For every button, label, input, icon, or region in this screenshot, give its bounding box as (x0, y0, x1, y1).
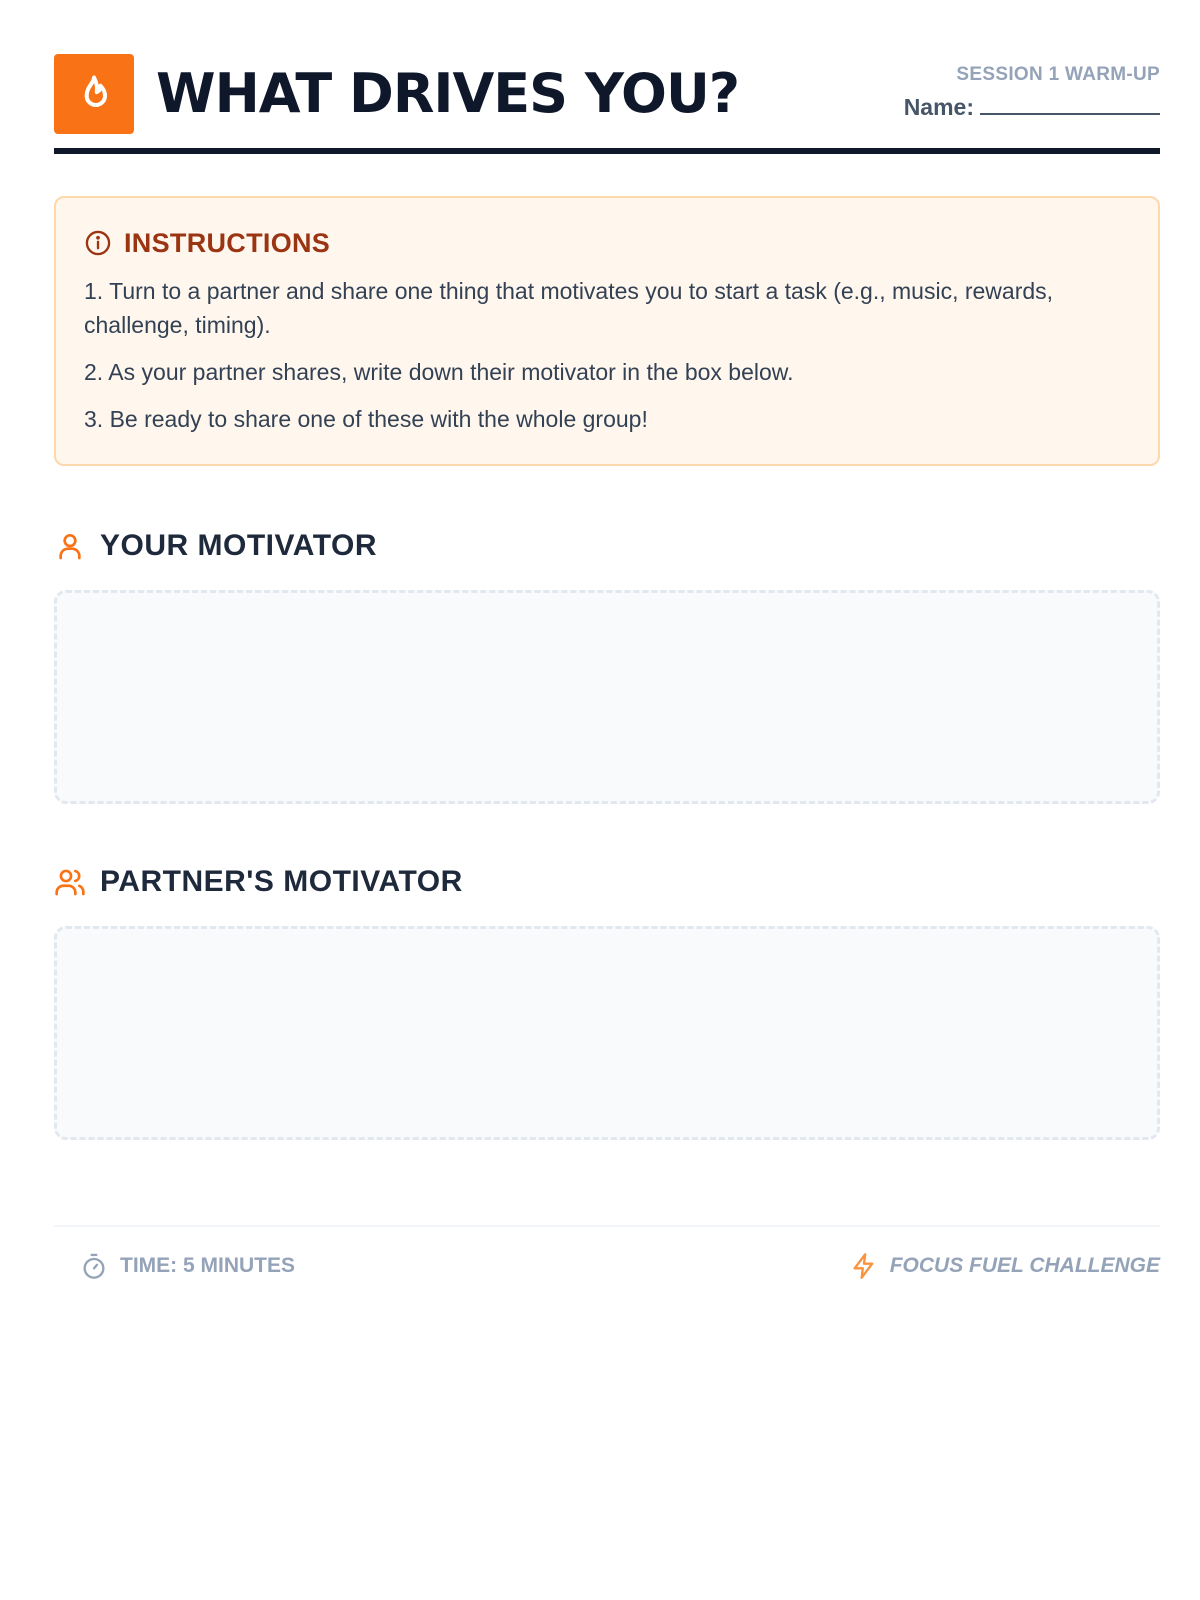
instruction-item: 3. Be ready to share one of these with the whole group! (84, 406, 648, 432)
partner-motivator-title: PARTNER'S MOTIVATOR (100, 865, 463, 898)
info-icon (84, 229, 112, 257)
header (54, 54, 1160, 134)
name-blank-line[interactable] (980, 95, 1160, 115)
partner-motivator-heading (54, 862, 463, 902)
timer-icon (80, 1252, 108, 1280)
instruction-item: 1. Turn to a partner and share one thing that motivates you to start a task (e.g., music, rewards, challenge, timing). (84, 278, 1054, 338)
footer-time (80, 1252, 295, 1280)
footer-challenge (850, 1252, 1160, 1280)
logo (54, 54, 134, 134)
footer-divider (54, 1225, 1160, 1227)
your-motivator-title: YOUR MOTIVATOR (100, 529, 377, 562)
user-icon (54, 530, 86, 562)
users-icon (54, 866, 86, 898)
lightning-icon (850, 1252, 878, 1280)
your-motivator-heading (54, 526, 377, 566)
instructions-panel (54, 196, 1160, 466)
name-field[interactable] (904, 94, 1160, 121)
instructions-header (84, 226, 1130, 260)
instructions-title: INSTRUCTIONS (124, 227, 331, 258)
instructions-list (84, 274, 1130, 436)
name-label: Name: (903, 94, 974, 120)
your-motivator-box[interactable] (54, 590, 1160, 804)
instruction-item: 2. As your partner shares, write down their motivator in the box below. (84, 359, 794, 385)
challenge-label: FOCUS FUEL CHALLENGE (889, 1254, 1160, 1277)
session-label: SESSION 1 WARM-UP (956, 64, 1160, 85)
header-divider (54, 148, 1160, 154)
page-title: WHAT DRIVES YOU? (156, 62, 740, 125)
flame-icon (72, 72, 116, 116)
time-label: TIME: 5 MINUTES (120, 1254, 296, 1277)
partner-motivator-box[interactable] (54, 926, 1160, 1140)
